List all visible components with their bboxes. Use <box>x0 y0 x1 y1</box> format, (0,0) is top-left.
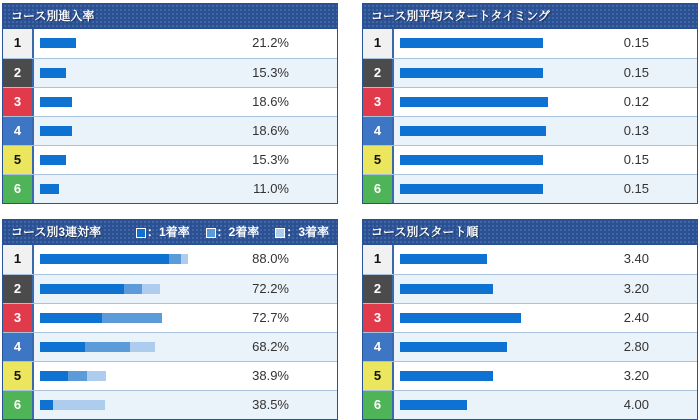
course-number-cell: 4 <box>3 117 34 145</box>
row-content <box>36 146 337 174</box>
bar <box>40 38 76 48</box>
bar-segment-third-place <box>87 371 106 381</box>
value-label: 0.15 <box>623 152 649 167</box>
chart-row <box>363 87 697 116</box>
value-label: 3.20 <box>623 281 649 296</box>
course-number-cell: 5 <box>3 146 34 174</box>
row-content <box>396 117 697 145</box>
row-content <box>36 117 337 145</box>
course-number-cell: 2 <box>3 275 34 303</box>
panel-title: コース別進入率 <box>11 9 95 23</box>
value-label: 2.80 <box>623 339 649 354</box>
bar-fill <box>400 400 467 410</box>
value-label: 15.3% <box>252 65 289 80</box>
course-number-cell: 3 <box>3 88 34 116</box>
value-label: 3.40 <box>623 251 649 266</box>
bar <box>400 38 543 48</box>
row-content <box>396 245 697 274</box>
bar-fill <box>400 254 487 264</box>
bar <box>40 184 59 194</box>
panel-header <box>363 220 697 245</box>
chart-row <box>363 361 697 390</box>
row-content <box>396 146 697 174</box>
chart-row <box>3 361 337 390</box>
bar-segment-third-place <box>181 254 188 264</box>
chart-row <box>363 145 697 174</box>
chart-row <box>3 29 337 58</box>
legend-label: ：2着率 <box>216 225 260 239</box>
value-label: 3.20 <box>623 368 649 383</box>
bar <box>40 342 155 352</box>
legend-item <box>136 220 190 245</box>
value-label: 18.6% <box>252 94 289 109</box>
bar <box>40 155 66 165</box>
rows-container <box>3 245 337 419</box>
course-number-cell: 2 <box>363 275 394 303</box>
course-number-cell: 2 <box>3 59 34 87</box>
legend-item <box>206 220 260 245</box>
value-label: 11.0% <box>253 181 289 196</box>
row-content <box>36 304 337 332</box>
bar-fill <box>400 371 493 381</box>
panel-header <box>363 4 697 29</box>
course-number-cell: 1 <box>363 29 394 58</box>
bar <box>400 313 521 323</box>
course-number-cell: 3 <box>3 304 34 332</box>
bar-segment-third-place <box>53 400 105 410</box>
course-number-cell: 3 <box>363 304 394 332</box>
bar <box>400 126 546 136</box>
bar-segment-first-place <box>40 254 169 264</box>
bar-segment-second-place <box>85 342 130 352</box>
bar-fill <box>40 126 72 136</box>
row-content <box>396 59 697 87</box>
bar <box>400 284 493 294</box>
value-label: 21.2% <box>252 35 289 50</box>
value-label: 0.12 <box>623 94 649 109</box>
legend-swatch-second-place-rate <box>206 228 216 238</box>
panel-course-entry-rate <box>2 3 338 204</box>
course-number-cell: 1 <box>3 29 34 58</box>
bar-segment-first-place <box>40 284 124 294</box>
row-content <box>36 175 337 203</box>
legend-label: ：3着率 <box>286 225 329 239</box>
panel-course-top3-rate <box>2 219 338 420</box>
bar-segment-second-place <box>124 284 142 294</box>
value-label: 2.40 <box>623 310 649 325</box>
chart-row <box>363 116 697 145</box>
bar-fill <box>400 342 507 352</box>
chart-row <box>3 87 337 116</box>
panel-title: コース別平均スタートタイミング <box>371 9 550 23</box>
bar-fill <box>40 97 72 107</box>
rows-container <box>3 29 337 203</box>
chart-row <box>363 390 697 419</box>
course-number-cell: 4 <box>363 333 394 361</box>
bar-segment-first-place <box>40 342 85 352</box>
bar <box>40 400 105 410</box>
course-number-cell: 4 <box>3 333 34 361</box>
value-label: 4.00 <box>623 397 649 412</box>
value-label: 68.2% <box>252 339 289 354</box>
bar-fill <box>400 184 543 194</box>
bar-segment-third-place <box>130 342 155 352</box>
row-content <box>396 88 697 116</box>
bar <box>40 126 72 136</box>
row-content <box>396 29 697 58</box>
course-number-cell: 5 <box>363 146 394 174</box>
panel-course-start-order <box>362 219 698 420</box>
value-label: 18.6% <box>252 123 289 138</box>
chart-row <box>363 274 697 303</box>
rows-container <box>363 29 697 203</box>
chart-row <box>3 174 337 203</box>
bar <box>400 342 507 352</box>
bar <box>40 68 66 78</box>
chart-row <box>3 245 337 274</box>
chart-row <box>3 116 337 145</box>
bar <box>400 254 487 264</box>
panel-course-avg-start-timing <box>362 3 698 204</box>
legend-swatch-first-place-rate <box>136 228 146 238</box>
bar <box>40 97 72 107</box>
course-number-cell: 6 <box>3 175 34 203</box>
chart-row <box>3 303 337 332</box>
course-number-cell: 6 <box>363 391 394 419</box>
row-content <box>36 275 337 303</box>
bar-fill <box>400 313 521 323</box>
course-number-cell: 1 <box>363 245 394 274</box>
rows-container <box>363 245 697 419</box>
row-content <box>36 391 337 419</box>
value-label: 38.9% <box>252 368 289 383</box>
value-label: 0.15 <box>623 35 649 50</box>
row-content <box>36 29 337 58</box>
chart-row <box>3 58 337 87</box>
bar-fill <box>400 126 546 136</box>
bar <box>400 400 467 410</box>
bar <box>40 313 162 323</box>
chart-row <box>3 274 337 303</box>
legend-swatch-third-place-rate <box>275 228 285 238</box>
bar <box>400 68 543 78</box>
course-number-cell: 4 <box>363 117 394 145</box>
value-label: 0.15 <box>623 181 649 196</box>
row-content <box>36 333 337 361</box>
bar-segment-third-place <box>142 284 160 294</box>
bar <box>40 371 106 381</box>
course-number-cell: 5 <box>3 362 34 390</box>
bar <box>40 284 160 294</box>
row-content <box>396 304 697 332</box>
chart-row <box>3 390 337 419</box>
course-number-cell: 3 <box>363 88 394 116</box>
value-label: 72.7% <box>252 310 289 325</box>
row-content <box>36 88 337 116</box>
chart-row <box>3 145 337 174</box>
legend-label: ：1着率 <box>146 225 190 239</box>
chart-row <box>363 245 697 274</box>
bar-segment-second-place <box>102 313 162 323</box>
bar-fill <box>40 68 66 78</box>
bar-fill <box>400 38 543 48</box>
bar <box>400 97 548 107</box>
panel-header <box>3 4 337 29</box>
chart-row <box>363 303 697 332</box>
panel-title: コース別スタート順 <box>371 225 479 239</box>
legend-item <box>275 220 329 245</box>
chart-row <box>3 332 337 361</box>
chart-row <box>363 332 697 361</box>
legend <box>136 220 329 245</box>
value-label: 15.3% <box>252 152 289 167</box>
bar-fill <box>400 284 493 294</box>
bar-fill <box>400 97 548 107</box>
bar-segment-second-place <box>68 371 87 381</box>
panel-header <box>3 220 337 245</box>
row-content <box>396 333 697 361</box>
row-content <box>396 391 697 419</box>
course-number-cell: 5 <box>363 362 394 390</box>
chart-row <box>363 58 697 87</box>
row-content <box>396 275 697 303</box>
bar <box>40 254 188 264</box>
bar-fill <box>400 68 543 78</box>
course-number-cell: 2 <box>363 59 394 87</box>
bar <box>400 155 543 165</box>
course-number-cell: 6 <box>3 391 34 419</box>
row-content <box>36 245 337 274</box>
bar-segment-second-place <box>169 254 181 264</box>
bar-fill <box>40 38 76 48</box>
bar-segment-first-place <box>40 371 68 381</box>
bar <box>400 184 543 194</box>
value-label: 38.5% <box>252 397 289 412</box>
row-content <box>396 175 697 203</box>
chart-row <box>363 29 697 58</box>
value-label: 0.13 <box>623 123 649 138</box>
bar-fill <box>40 155 66 165</box>
bar-fill <box>400 155 543 165</box>
course-number-cell: 6 <box>363 175 394 203</box>
bar <box>400 371 493 381</box>
bar-segment-first-place <box>40 400 53 410</box>
chart-row <box>363 174 697 203</box>
course-number-cell: 1 <box>3 245 34 274</box>
panel-title: コース別3連対率 <box>11 225 102 239</box>
bar-fill <box>40 184 59 194</box>
value-label: 0.15 <box>623 65 649 80</box>
row-content <box>396 362 697 390</box>
row-content <box>36 59 337 87</box>
value-label: 72.2% <box>252 281 289 296</box>
bar-segment-first-place <box>40 313 102 323</box>
value-label: 88.0% <box>252 251 289 266</box>
row-content <box>36 362 337 390</box>
